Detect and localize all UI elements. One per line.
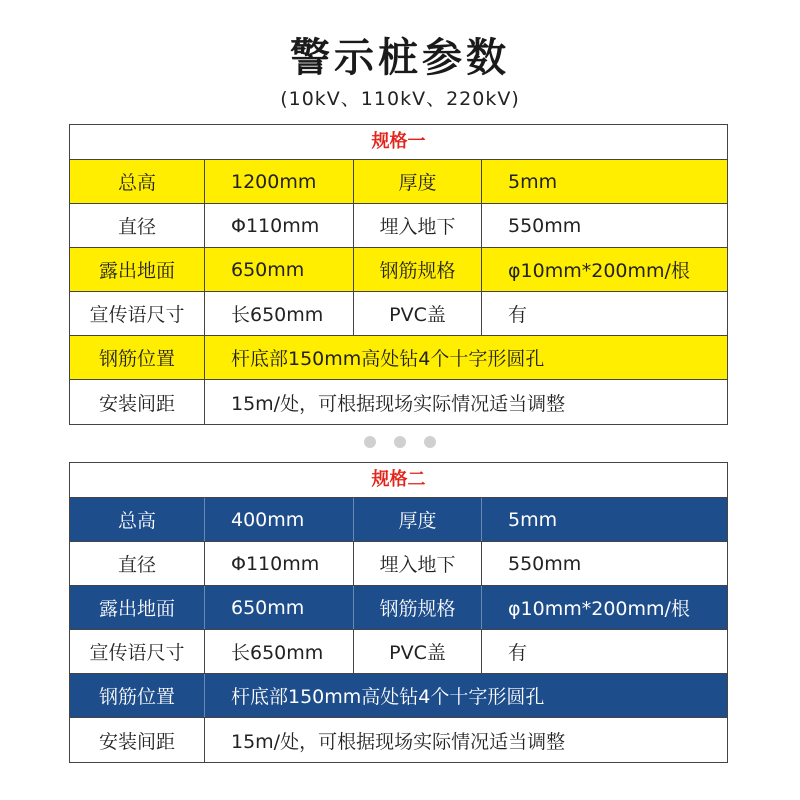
row-value: 15m/处，可根据现场实际情况适当调整 bbox=[231, 392, 566, 415]
spec-header: 规格二 bbox=[70, 463, 727, 498]
table-row bbox=[70, 204, 727, 248]
table-row bbox=[70, 674, 727, 718]
dot-icon bbox=[424, 436, 436, 448]
row-value: 杆底部150mm高处钻4个十字形圆孔 bbox=[231, 348, 545, 370]
row-value: 650mm bbox=[205, 586, 354, 629]
dot-icon bbox=[394, 436, 406, 448]
table-row bbox=[70, 586, 727, 630]
table-row bbox=[70, 336, 727, 380]
row-label: 露出地面 bbox=[70, 248, 205, 291]
row-value: 15m/处，可根据现场实际情况适当调整 bbox=[231, 730, 566, 753]
table-row bbox=[70, 630, 727, 674]
row-label: 厚度 bbox=[354, 498, 482, 541]
page-title: 警示桩参数 bbox=[290, 35, 510, 81]
row-label: 宣传语尺寸 bbox=[70, 630, 205, 673]
pagination-dots bbox=[0, 436, 800, 448]
row-label: 钢筋位置 bbox=[70, 336, 205, 379]
table-row bbox=[70, 248, 727, 292]
page-subtitle: (10kV、110kV、220kV) bbox=[280, 88, 520, 110]
row-value: 杆底部150mm高处钻4个十字形圆孔 bbox=[231, 686, 545, 708]
row-label: 埋入地下 bbox=[354, 542, 482, 585]
table-row bbox=[70, 292, 727, 336]
row-label: 埋入地下 bbox=[354, 204, 482, 247]
table-row bbox=[70, 498, 727, 542]
row-value: 长650mm bbox=[205, 292, 354, 335]
row-value: 550mm bbox=[508, 214, 582, 237]
table-row bbox=[70, 542, 727, 586]
row-label: 宣传语尺寸 bbox=[70, 292, 205, 335]
row-label: 厚度 bbox=[354, 160, 482, 203]
row-value: 1200mm bbox=[205, 160, 354, 203]
spec-table-2 bbox=[69, 462, 728, 763]
row-value: 长650mm bbox=[205, 630, 354, 673]
row-label: 露出地面 bbox=[70, 586, 205, 629]
row-value: 650mm bbox=[205, 248, 354, 291]
row-value: 有 bbox=[508, 304, 528, 326]
row-value: 5mm bbox=[508, 170, 558, 193]
row-value: 有 bbox=[508, 642, 528, 664]
row-value: Φ110mm bbox=[205, 204, 354, 247]
table-row bbox=[70, 160, 727, 204]
row-label: 直径 bbox=[70, 204, 205, 247]
row-value: 5mm bbox=[508, 508, 558, 531]
row-value: Φ110mm bbox=[205, 542, 354, 585]
row-value: 550mm bbox=[508, 552, 582, 575]
row-label: 总高 bbox=[70, 498, 205, 541]
table-row bbox=[70, 380, 727, 424]
dot-icon bbox=[364, 436, 376, 448]
row-label: 总高 bbox=[70, 160, 205, 203]
row-label: PVC盖 bbox=[354, 630, 482, 673]
row-value: 400mm bbox=[205, 498, 354, 541]
row-label: 安装间距 bbox=[70, 718, 205, 762]
spec-header: 规格一 bbox=[70, 125, 727, 160]
table-row bbox=[70, 718, 727, 762]
row-label: 钢筋规格 bbox=[354, 586, 482, 629]
row-value: φ10mm*200mm/根 bbox=[508, 260, 690, 282]
row-label: 钢筋规格 bbox=[354, 248, 482, 291]
row-label: PVC盖 bbox=[354, 292, 482, 335]
row-label: 安装间距 bbox=[70, 380, 205, 424]
row-label: 钢筋位置 bbox=[70, 674, 205, 717]
spec-table-1 bbox=[69, 124, 728, 425]
row-value: φ10mm*200mm/根 bbox=[508, 598, 690, 620]
row-label: 直径 bbox=[70, 542, 205, 585]
